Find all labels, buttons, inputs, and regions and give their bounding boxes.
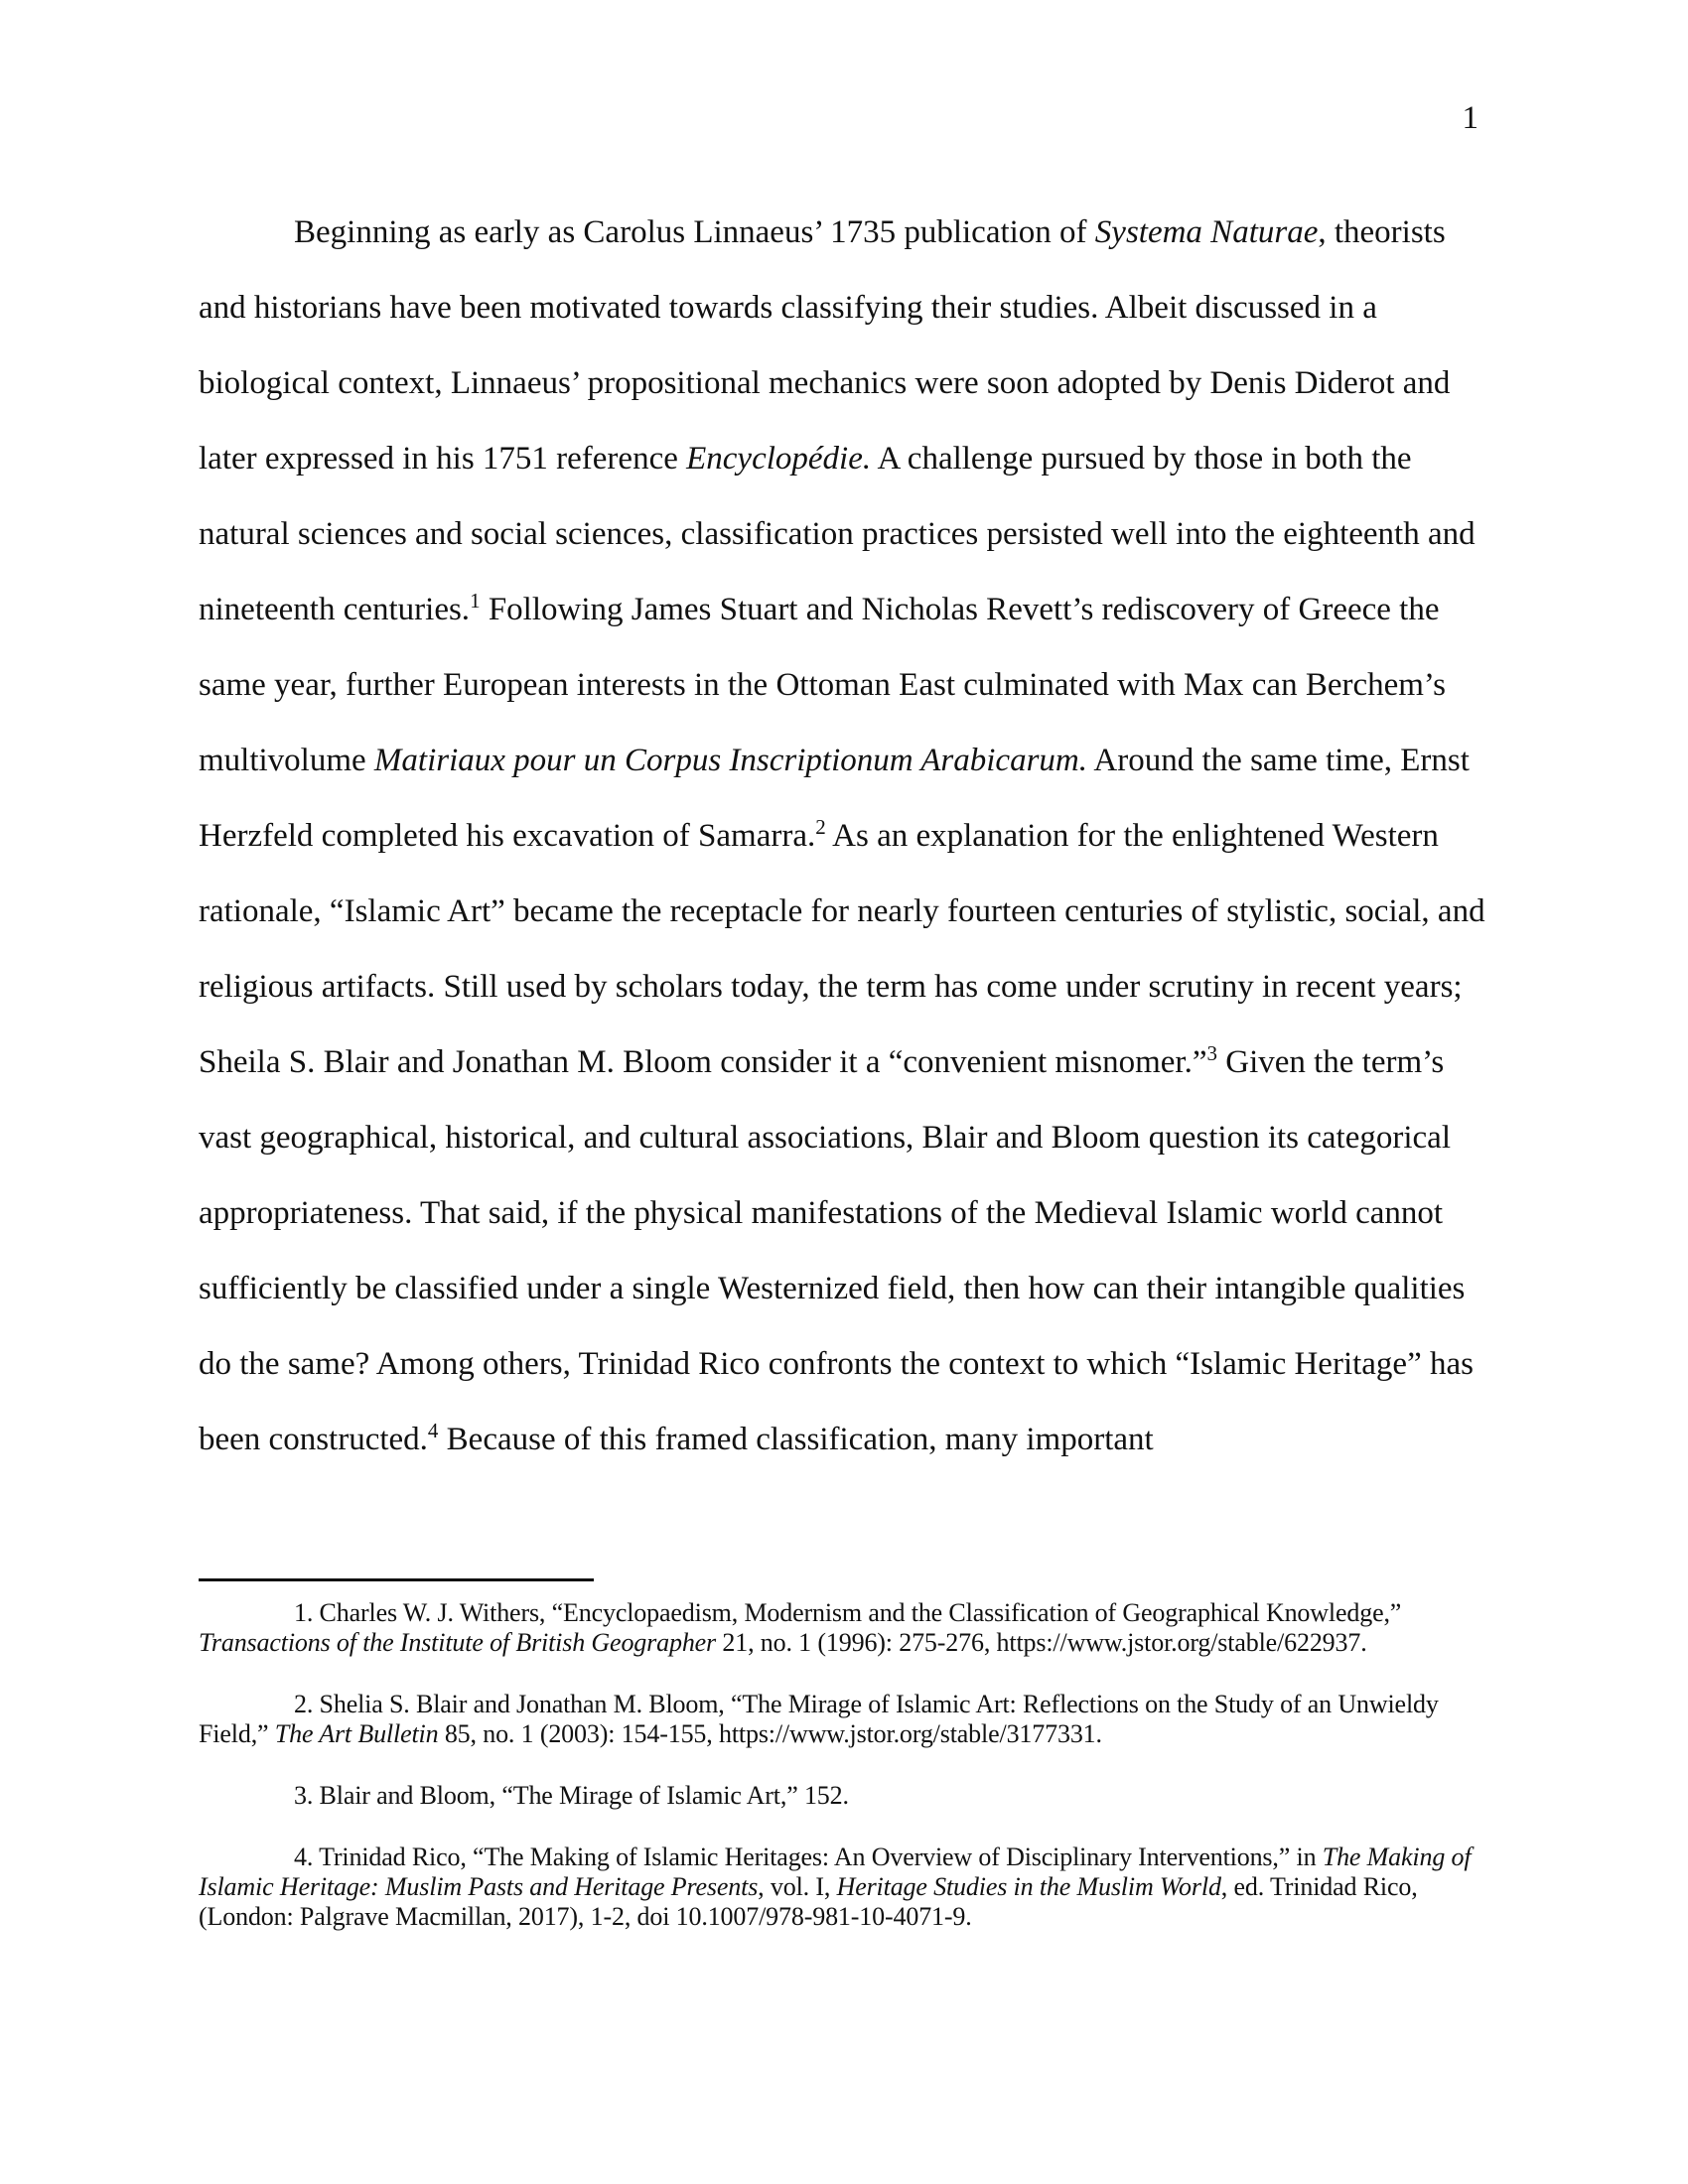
footnote-3 [199, 1781, 1489, 1811]
text-run: 1. Charles W. J. Withers, “Encyclopaedism, Modernism and the Classification of Geographical Knowledge,” [294, 1598, 1402, 1627]
text-run: Around the same time, Ernst Herzfeld completed his excavation of Samarra. [199, 743, 1470, 854]
footnote-reference: 3 [1206, 1041, 1217, 1065]
text-run: Following James Stuart and Nicholas Revett’s rediscovery of Greece the same year, further European interests in the Ottoman East culminated with Max can Berchem’s multivolume [199, 592, 1446, 778]
text-run: As an explanation for the enlightened Western rationale, “Islamic Art” became the receptacle for nearly fourteen centuries of stylistic, social, and religious artifacts. Still used by scholars today, the term has come under scrutiny in recent years; Sheila S. Blair and Jonathan M. Bloom consider it a “convenient misnomer.” [199, 818, 1485, 1080]
body-paragraph [199, 195, 1485, 1477]
footnote-2 [199, 1690, 1489, 1749]
footnote-1 [199, 1598, 1489, 1658]
text-run: , theorists and historians have been motivated towards classifying their studies. Albeit discussed in a biological context, Linnaeus’ propositional mechanics were soon adopted by Denis Diderot and later expressed in his 1751 reference [199, 214, 1451, 477]
text-run: 85, no. 1 (2003): 154-155, https://www.jstor.org/stable/3177331. [438, 1719, 1102, 1748]
italic-title: The Art Bulletin [274, 1719, 439, 1748]
footnote-reference: 2 [815, 815, 826, 839]
text-run: Beginning as early as Carolus Linnaeus’ 1735 publication of [294, 214, 1095, 250]
italic-title: The Making of Islamic Heritage: Muslim Pasts and Heritage Presents [199, 1843, 1472, 1901]
text-run: 3. Blair and Bloom, “The Mirage of Islamic Art,” 152. [294, 1781, 849, 1810]
italic-title: Systema Naturae [1094, 214, 1319, 250]
page-number: 1 [1462, 100, 1478, 136]
text-run: 2. Shelia S. Blair and Jonathan M. Bloom, “The Mirage of Islamic Art: Reflections on the Study of an Unwieldy Field,” [199, 1690, 1439, 1748]
text-run: 21, no. 1 (1996): 275-276, https://www.jstor.org/stable/622937. [716, 1628, 1367, 1657]
text-run: Given the term’s vast geographical, historical, and cultural associations, Blair and Bloom question its categorical appropriateness. That said, if the physical manifestations of the Medieval Islamic world cannot sufficiently be classified under a single Westernized field, then how can their intangible qualities do the same? Among others, Trinidad Rico confronts the context to which “Islamic Heritage” has been constructed. [199, 1044, 1474, 1457]
italic-title: Matiriaux pour un Corpus Inscriptionum Arabicarum. [373, 743, 1087, 778]
footnotes-section [199, 1598, 1489, 1964]
footnote-reference: 4 [427, 1419, 439, 1442]
text-run: A challenge pursued by those in both the natural sciences and social sciences, classification practices persisted well into the eighteenth and nineteenth centuries. [199, 441, 1476, 627]
italic-title: Heritage Studies in the Muslim World [836, 1872, 1221, 1901]
text-run: Because of this framed classification, many important [438, 1422, 1154, 1457]
footnote-separator [199, 1578, 594, 1581]
italic-title: Encyclopédie. [686, 441, 872, 477]
text-run: 4. Trinidad Rico, “The Making of Islamic Heritages: An Overview of Disciplinary Interventions,” in [294, 1843, 1323, 1871]
footnote-reference: 1 [470, 589, 481, 613]
text-run: , vol. I, [758, 1872, 837, 1901]
text-run: , ed. Trinidad Rico, (London: Palgrave Macmillan, 2017), 1-2, doi 10.1007/978-981-10-4071-9. [199, 1872, 1418, 1931]
italic-title: Transactions of the Institute of British Geographer [199, 1628, 717, 1657]
footnote-4 [199, 1843, 1489, 1932]
